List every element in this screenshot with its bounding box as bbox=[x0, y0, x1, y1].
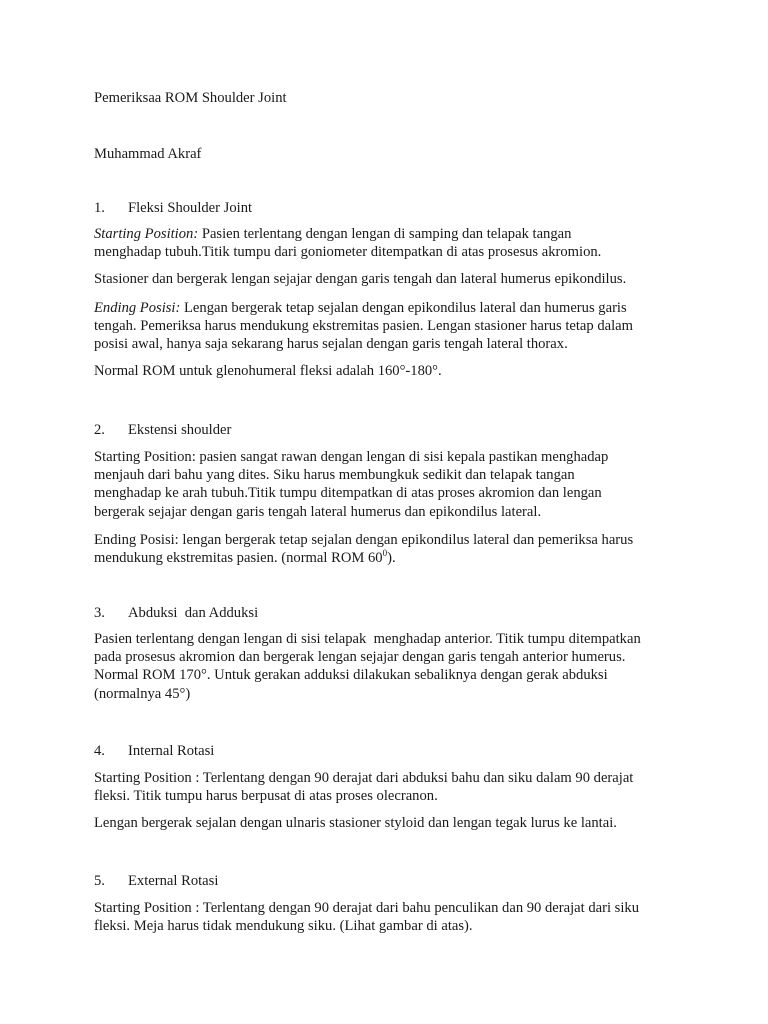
paragraph-line bbox=[94, 225, 684, 243]
superscript: 0 bbox=[382, 548, 388, 559]
paragraph bbox=[94, 362, 684, 380]
paragraph bbox=[94, 814, 684, 832]
paragraph-line: bergerak sejajar dengan garis tengah lateral humerus dan epikondilus lateral. bbox=[94, 503, 542, 520]
section-external-rotasi bbox=[94, 872, 684, 935]
section-heading-text: External Rotasi bbox=[128, 873, 219, 889]
paragraph bbox=[94, 899, 684, 935]
section-heading bbox=[94, 742, 684, 760]
paragraph-line: pada prosesus akromion dan bergerak lengan sejajar dengan garis tengah anterior humerus. bbox=[94, 649, 626, 666]
paragraph bbox=[94, 531, 684, 567]
paragraph-line: Ending Posisi: lengan bergerak tetap sejalan dengan epikondilus lateral dan pemeriksa harus bbox=[94, 531, 634, 548]
paragraph-text: Pasien terlentang dengan lengan di samping dan telapak tangan bbox=[198, 226, 572, 242]
paragraph-line bbox=[94, 549, 684, 567]
paragraph-line: Stasioner dan bergerak lengan sejajar dengan garis tengah dan lateral humerus epikondilus. bbox=[94, 271, 627, 288]
section-heading bbox=[94, 199, 684, 217]
paragraph-text: mendukung ekstremitas pasien. (normal ROM 60 bbox=[94, 550, 383, 567]
section-heading bbox=[94, 604, 684, 622]
section-internal-rotasi bbox=[94, 742, 684, 833]
paragraph bbox=[94, 225, 684, 261]
document-author: Muhammad Akraf bbox=[94, 146, 202, 162]
section-number: 3. bbox=[94, 605, 105, 621]
section-number: 5. bbox=[94, 873, 105, 889]
paragraph bbox=[94, 630, 684, 703]
paragraph-line: tengah. Pemeriksa harus mendukung ekstremitas pasien. Lengan stasioner harus tetap dalam bbox=[94, 317, 633, 334]
section-heading-text: Abduksi dan Adduksi bbox=[128, 605, 259, 621]
section-heading-text: Fleksi Shoulder Joint bbox=[128, 200, 253, 216]
paragraph-line: menghadap tubuh.Titik tumpu dari goniometer ditempatkan di atas prosesus akromion. bbox=[94, 244, 602, 261]
paragraph-line: menghadap ke arah tubuh.Titik tumpu ditempatkan di atas proses akromion dan lengan bbox=[94, 485, 602, 502]
paragraph-line: fleksi. Titik tumpu harus berpusat di atas proses olecranon. bbox=[94, 788, 438, 805]
section-heading-text: Ekstensi shoulder bbox=[128, 422, 232, 438]
document-title: Pemeriksaa ROM Shoulder Joint bbox=[94, 90, 287, 106]
paragraph bbox=[94, 270, 684, 288]
section-heading-text: Internal Rotasi bbox=[128, 743, 215, 759]
section-number: 4. bbox=[94, 743, 105, 759]
paragraph-line bbox=[94, 299, 684, 317]
paragraph-line: Starting Position : Terlentang dengan 90 derajat dari abduksi bahu dan siku dalam 90 derajat bbox=[94, 770, 634, 786]
section-heading bbox=[94, 872, 684, 890]
section-number: 2. bbox=[94, 422, 105, 438]
paragraph-line: (normalnya 45°) bbox=[94, 685, 191, 702]
paragraph-line: posisi awal, hanya saja sekarang harus sejalan dengan garis tengah lateral thorax. bbox=[94, 336, 568, 353]
italic-label: Starting Position: bbox=[94, 226, 199, 242]
paragraph-line: Normal ROM 170°. Untuk gerakan adduksi dilakukan sebaliknya dengan gerak abduksi bbox=[94, 667, 608, 684]
section-heading bbox=[94, 421, 684, 439]
paragraph-line: Starting Position: pasien sangat rawan dengan lengan di sisi kepala pastikan menghadap bbox=[94, 449, 609, 465]
paragraph-line: menjauh dari bahu yang dites. Siku harus membungkuk sedikit dan telapak tangan bbox=[94, 467, 575, 484]
section-abduksi bbox=[94, 604, 684, 703]
paragraph-line: Lengan bergerak sejalan dengan ulnaris stasioner styloid dan lengan tegak lurus ke lantai. bbox=[94, 815, 617, 832]
document-page bbox=[94, 0, 684, 1024]
paragraph-text: Lengan bergerak tetap sejalan dengan epikondilus lateral dan humerus garis bbox=[180, 299, 627, 316]
paragraph bbox=[94, 299, 684, 354]
paragraph-text: ). bbox=[387, 550, 396, 567]
paragraph bbox=[94, 448, 684, 521]
paragraph-line: Pasien terlentang dengan lengan di sisi telapak menghadap anterior. Titik tumpu ditempatkan bbox=[94, 631, 641, 647]
paragraph-line: Starting Position : Terlentang dengan 90 derajat dari bahu penculikan dan 90 derajat dari siku bbox=[94, 900, 640, 916]
section-number: 1. bbox=[94, 200, 105, 216]
section-ekstensi bbox=[94, 421, 684, 567]
section-fleksi bbox=[94, 199, 684, 380]
paragraph bbox=[94, 769, 684, 805]
italic-label: Ending Posisi: bbox=[94, 299, 181, 316]
paragraph-line: fleksi. Meja harus tidak mendukung siku. (Lihat gambar di atas). bbox=[94, 918, 473, 935]
paragraph-line: Normal ROM untuk glenohumeral fleksi adalah 160°-180°. bbox=[94, 363, 442, 380]
